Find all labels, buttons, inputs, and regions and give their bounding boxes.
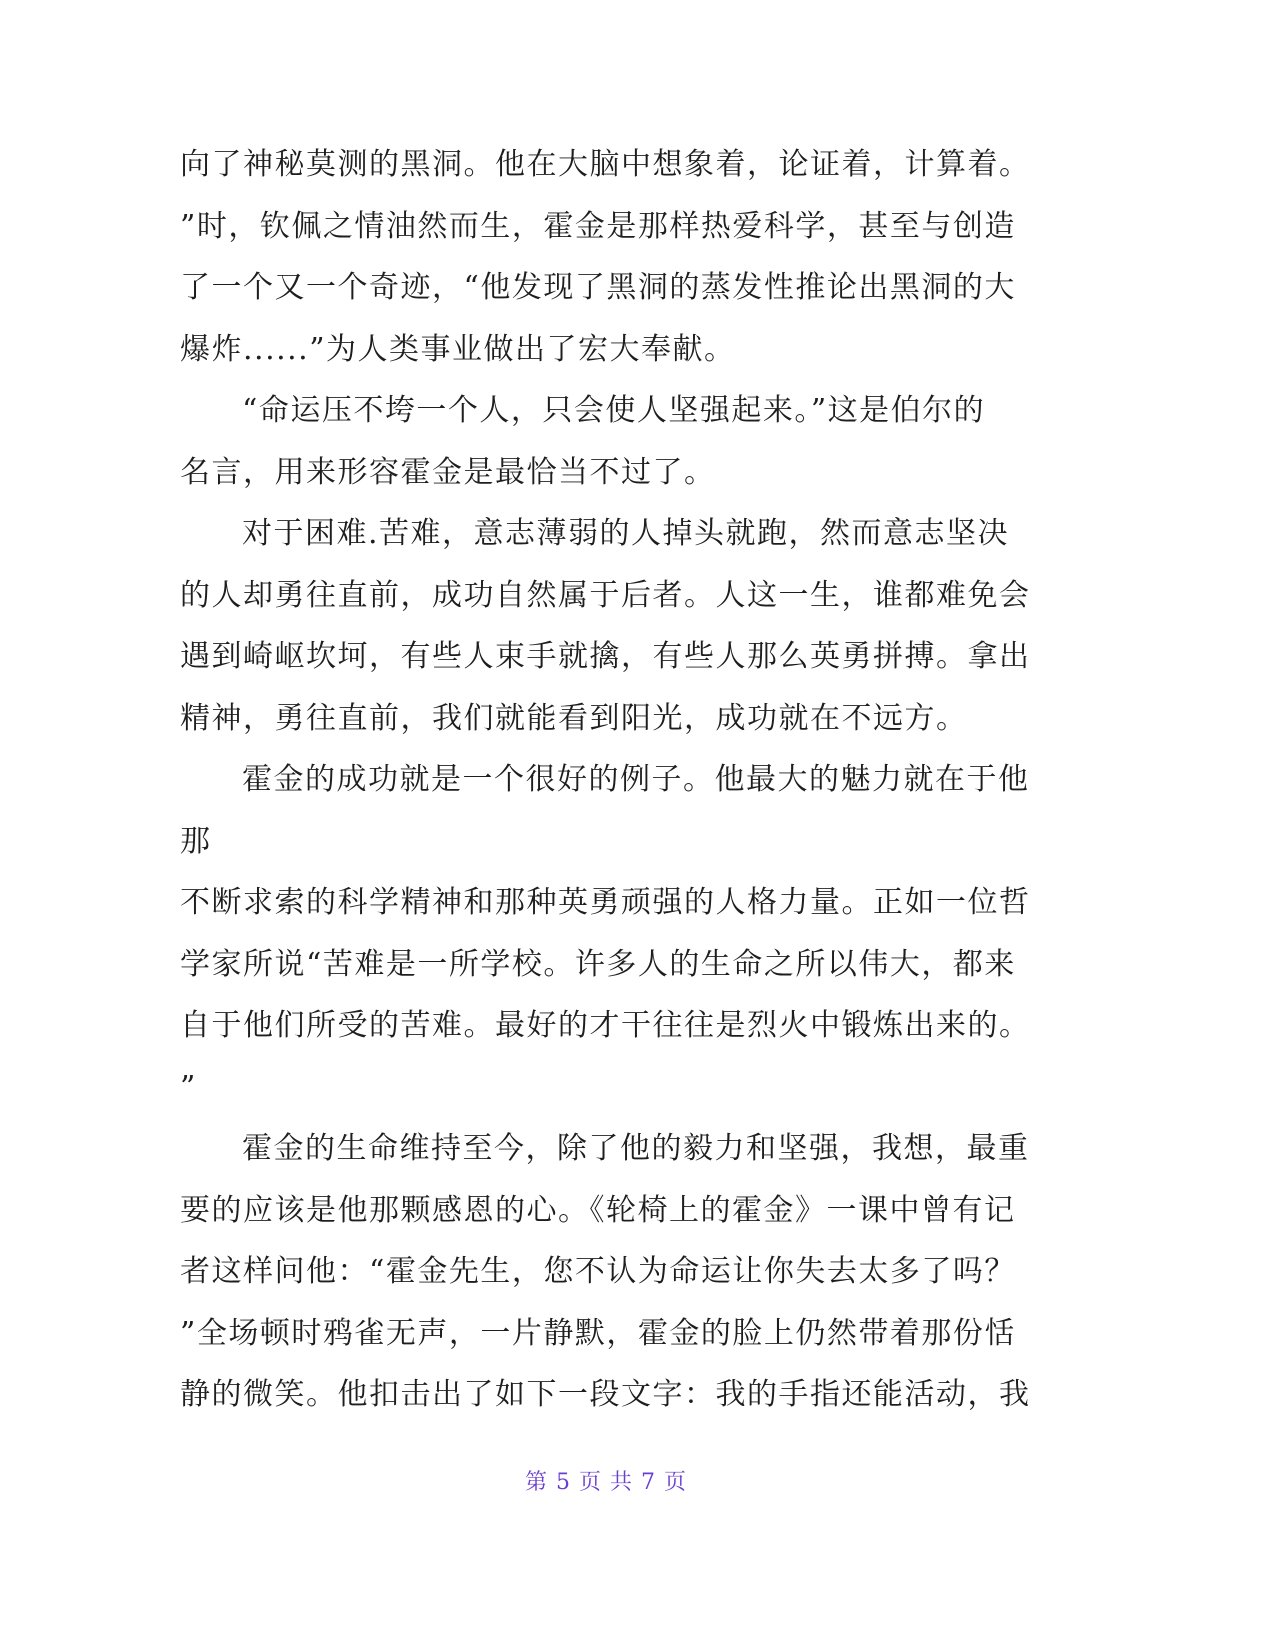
paragraph-start-line: 霍金的成功就是一个很好的例子。他最大的魅力就在于他 <box>242 762 1030 797</box>
document-body <box>180 134 1036 1426</box>
text-line: 静的微笑。他扣击出了如下一段文字：我的手指还能活动，我 <box>180 1377 1031 1412</box>
paragraph-start-line: “命运压不垮一个人，只会使人坚强起来。”这是伯尔的 <box>242 393 986 428</box>
text-line: ” <box>180 1069 197 1105</box>
text-line: 自于他们所受的苦难。最好的才干往往是烈火中锻炼出来的。 <box>180 1008 1031 1043</box>
text-line: ”全场顿时鸦雀无声，一片静默，霍金的脸上仍然带着那份恬 <box>180 1315 1016 1351</box>
text-line: 精神，勇往直前，我们就能看到阳光，成功就在不远方。 <box>180 700 968 736</box>
text-line: 向了神秘莫测的黑洞。他在大脑中想象着，论证着，计算着。 <box>180 147 1031 182</box>
text-line: 学家所说“苦难是一所学校。许多人的生命之所以伟大，都来 <box>180 946 1016 982</box>
text-line: 要的应该是他那颗感恩的心。《轮椅上的霍金》一课中曾有记 <box>180 1192 1016 1228</box>
text-line: 名言，用来形容霍金是最恰当不过了。 <box>180 454 716 490</box>
text-line: ”时，钦佩之情油然而生，霍金是那样热爱科学，甚至与创造 <box>180 208 1016 244</box>
text-line: 者这样问他：“霍金先生，您不认为命运让你失去太多了吗？ <box>180 1254 1016 1289</box>
paragraph-start-line: 霍金的生命维持至今，除了他的毅力和坚强，我想，最重 <box>242 1131 1030 1166</box>
text-line: 爆炸......”为人类事业做出了宏大奉献。 <box>180 331 736 367</box>
text-line: 遇到崎岖坎坷，有些人束手就擒，有些人那么英勇拼搏。拿出 <box>180 639 1031 674</box>
text-line: 那 <box>180 823 212 859</box>
text-line: 不断求索的科学精神和那种英勇顽强的人格力量。正如一位哲 <box>180 885 1031 920</box>
text-line: 的人却勇往直前，成功自然属于后者。人这一生，谁都难免会 <box>180 577 1031 613</box>
paragraph-start-line: 对于困难.苦难，意志薄弱的人掉头就跑，然而意志坚决 <box>242 516 1010 551</box>
text-line: 了一个又一个奇迹，“他发现了黑洞的蒸发性推论出黑洞的大 <box>180 270 1016 305</box>
page-number-footer: 第 5 页 共 7 页 <box>525 1470 687 1495</box>
